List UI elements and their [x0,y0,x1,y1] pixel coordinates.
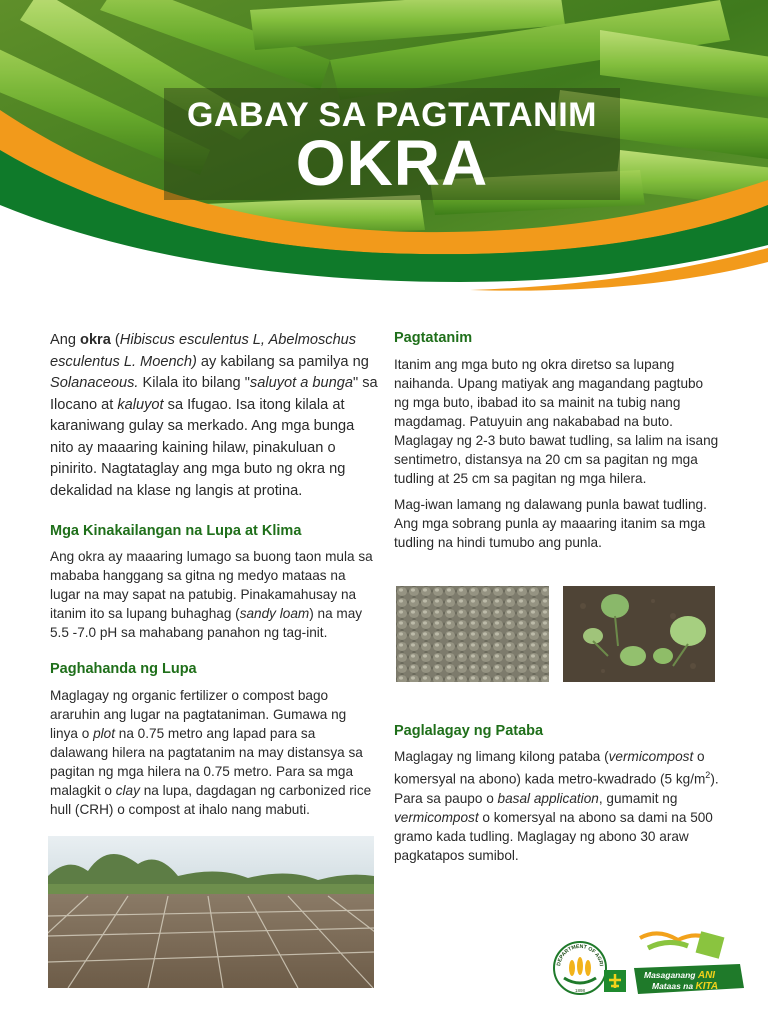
logos [548,930,748,1010]
okra-seeds-photo [396,586,549,682]
field-photo [48,836,374,988]
family-name: Solanaceous. [50,375,139,391]
land-prep-heading: Paghahanda ng Lupa [50,661,197,677]
da-seal-year: 1898 [574,988,586,993]
soil-climate-heading: Mga Kinakailangan na Lupa at Klima [50,523,302,539]
svg-text:Masaganang ANI: Masaganang ANI [644,970,716,981]
planting-paragraph-1: Itanim ang mga buto ng okra diretso sa lupang naihanda. Upang matiyak ang magandang pagtubo ng mga buto, ibabad ito sa mainit na tubig nang magdamag. Patuyuin ang nakababad na buto. Maglagay ng 2-3 buto bawat tudling, sa lalim na isang sentimetro, distansya na 20 cm sa pagitan ng mga tudling at 25 cm sa pagitan ng mga hilera. [394,357,719,486]
department-of-agriculture-logo [548,930,748,1010]
intro-paragraph: Ang okra (Hibiscus esculentus L, Abelmoschus esculentus L. Moench) ay kabilang sa pamilya ng Solanaceous. Kilala ito bilang "saluyot a bunga" sa Ilocano at kaluyot sa Ifugao. Isa itong kilala at karaniwang gulay sa merkado. Ang mga bunga nito ay maaaring kaining hilaw, pinakuluan o pinirito. Nagtataglay ang mga buto ng okra ng dekalidad na klase ng langis at protina. [50,332,378,499]
page-title: OKRA [295,127,489,199]
planting-heading: Pagtatanim [394,330,473,346]
da-seal-text: DEPARTMENT OF AGRI [556,943,604,967]
fertilizer-paragraph: Maglagay ng limang kilong pataba (vermicompost o komersyal na abono) kada metro-kwadrado (5 $kg/m^2$). Para sa paupo o basal application, gumamit ng vermicompost o komersyal na abono sa dami na 500 gramo kada tudling. Maglagay ng abono 30 araw pagkatapos sumibol. [394,749,719,863]
land-prep-paragraph: Maglagay ng organic fertilizer o compost bago araruhin ang lugar na pagtataniman. Gumawa ng linya o plot na 0.75 metro ang lapad para sa dalawang hilera na pagtatanim na may distansya sa pagitan ng mga hilera na 0.75 metro. Para sa mga malagkit o clay na lupa, dagdagan ng carbonized rice hull (CRH) o compost at ihalo nang mabuti. [50,688,372,817]
scientific-name: Hibiscus esculentus L, Abelmoschus esculentus L. Moench) [50,332,357,370]
soil-climate-paragraph: Ang okra ay maaaring lumago sa buong taon mula sa mababa hanggang sa gitna ng medyo mataas na lugar na may sapat na patubig. Pinakamahusay na itanim ito sa lupang buhaghag (sandy loam) na may 5.5 -7.0 pH sa mahabang panahon ng tag-init. [50,549,373,640]
page-subtitle: GABAY SA PAGTATANIM [187,96,597,134]
fertilizer-heading: Paglalagay ng Pataba [394,723,544,739]
okra-term: okra [80,332,111,348]
masaganang-ani-logo [634,931,744,994]
hero-banner [0,0,768,300]
okra-seedlings-photo [563,586,715,682]
planting-paragraph-2: Mag-iwan lamang ng dalawang punla bawat tudling. Ang mga sobrang punla ay maaaring itanim sa mga tudling na hindi tumubo ang punla. [394,497,707,550]
svg-text:Mataas na KITA: Mataas na KITA [652,981,719,992]
